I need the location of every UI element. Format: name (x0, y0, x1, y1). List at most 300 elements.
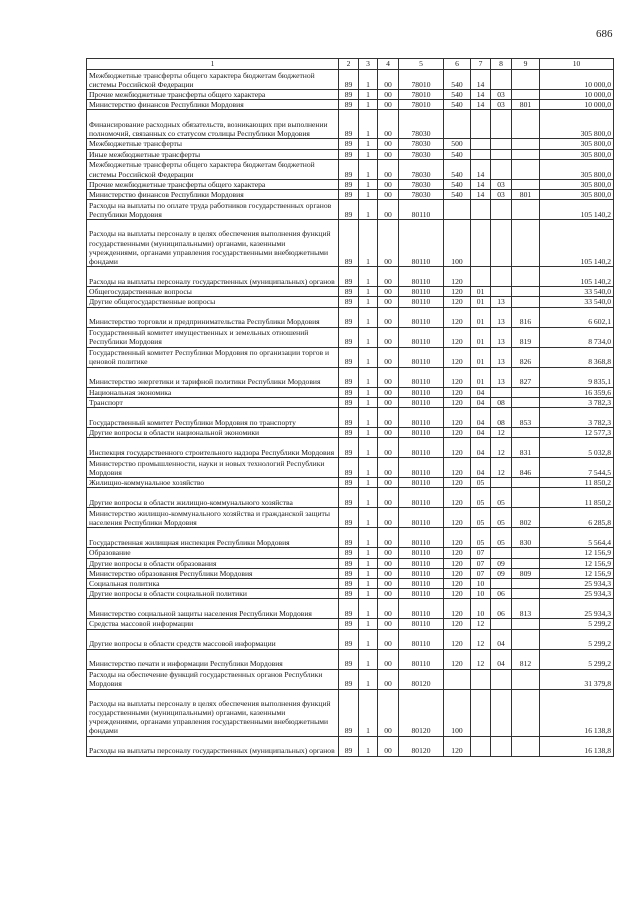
row-target-code: 80110 (399, 458, 444, 478)
row-section (471, 267, 491, 287)
row-code-4: 00 (378, 200, 399, 220)
row-code-3: 1 (359, 90, 378, 100)
row-amount: 105 140,2 (540, 220, 614, 267)
row-code-3: 1 (359, 397, 378, 407)
row-subsection (491, 159, 512, 179)
row-expense-type: 540 (444, 159, 471, 179)
row-ministry-code: 846 (512, 458, 540, 478)
row-code-3: 1 (359, 408, 378, 428)
row-code-3: 1 (359, 736, 378, 756)
row-amount: 5 299,2 (540, 619, 614, 629)
row-target-code: 80110 (399, 428, 444, 438)
row-code-4: 00 (378, 568, 399, 578)
row-code-2: 89 (339, 190, 359, 200)
row-name: Образование (87, 548, 339, 558)
row-target-code: 80110 (399, 619, 444, 629)
row-ministry-code: 819 (512, 327, 540, 347)
row-expense-type: 100 (444, 220, 471, 267)
row-name: Социальная политика (87, 579, 339, 589)
row-amount: 7 544,5 (540, 458, 614, 478)
row-code-3: 1 (359, 528, 378, 548)
row-code-2: 89 (339, 139, 359, 149)
row-code-2: 89 (339, 387, 359, 397)
row-code-4: 00 (378, 149, 399, 159)
row-code-2: 89 (339, 438, 359, 458)
row-ministry-code: 831 (512, 438, 540, 458)
row-subsection (491, 619, 512, 629)
row-name: Финансирование расходных обязательств, возникающих при выполнении полномочий, связанных со статусом столицы Республики Мордовия (87, 110, 339, 139)
table-row (87, 568, 614, 578)
row-amount: 305 800,0 (540, 110, 614, 139)
row-expense-type (444, 669, 471, 689)
row-subsection (491, 267, 512, 287)
table-row (87, 307, 614, 327)
row-subsection (491, 287, 512, 297)
row-name: Министерство печати и информации Республики Мордовия (87, 649, 339, 669)
row-expense-type: 500 (444, 139, 471, 149)
row-subsection (491, 200, 512, 220)
row-code-3: 1 (359, 220, 378, 267)
row-subsection (491, 669, 512, 689)
row-target-code: 78030 (399, 159, 444, 179)
row-name: Другие вопросы в области жилищно-коммунального хозяйства (87, 488, 339, 508)
row-name: Жилищно-коммунальное хозяйство (87, 478, 339, 488)
table-header-row (87, 59, 614, 70)
row-code-3: 1 (359, 649, 378, 669)
row-expense-type: 120 (444, 548, 471, 558)
row-name: Межбюджетные трансферты общего характера бюджетам бюджетной системы Российской Федерации (87, 159, 339, 179)
row-target-code: 80110 (399, 297, 444, 307)
row-name: Транспорт (87, 397, 339, 407)
row-section: 14 (471, 100, 491, 110)
row-section: 14 (471, 190, 491, 200)
row-target-code: 80110 (399, 649, 444, 669)
row-expense-type: 120 (444, 307, 471, 327)
row-amount: 105 140,2 (540, 267, 614, 287)
row-code-2: 89 (339, 558, 359, 568)
row-subsection: 03 (491, 90, 512, 100)
row-code-4: 00 (378, 297, 399, 307)
row-section: 05 (471, 528, 491, 548)
row-subsection: 12 (491, 458, 512, 478)
row-ministry-code (512, 488, 540, 508)
row-section: 04 (471, 428, 491, 438)
row-section: 04 (471, 387, 491, 397)
row-section: 04 (471, 408, 491, 428)
row-code-2: 89 (339, 589, 359, 599)
row-name: Средства массовой информации (87, 619, 339, 629)
row-code-4: 00 (378, 669, 399, 689)
row-name: Другие вопросы в области образования (87, 558, 339, 568)
row-code-4: 00 (378, 589, 399, 599)
row-code-3: 1 (359, 287, 378, 297)
row-target-code: 80110 (399, 408, 444, 428)
row-target-code: 78010 (399, 70, 444, 90)
row-code-4: 00 (378, 438, 399, 458)
row-amount: 305 800,0 (540, 190, 614, 200)
table-row (87, 528, 614, 548)
table-body (87, 70, 614, 757)
row-section (471, 220, 491, 267)
row-amount: 305 800,0 (540, 139, 614, 149)
row-target-code: 80110 (399, 397, 444, 407)
table-row (87, 110, 614, 139)
row-code-2: 89 (339, 629, 359, 649)
row-target-code: 80120 (399, 736, 444, 756)
row-expense-type: 120 (444, 297, 471, 307)
row-name: Расходы на выплаты по оплате труда работников государственных органов Республики Мордовия (87, 200, 339, 220)
row-target-code: 78030 (399, 190, 444, 200)
row-code-2: 89 (339, 347, 359, 367)
table-row (87, 619, 614, 629)
table-row (87, 508, 614, 528)
table-row (87, 438, 614, 458)
row-name: Прочие межбюджетные трансферты общего характера (87, 90, 339, 100)
row-name: Государственный комитет имущественных и земельных отношений Республики Мордовия (87, 327, 339, 347)
row-target-code: 80110 (399, 267, 444, 287)
row-code-3: 1 (359, 488, 378, 508)
row-target-code: 80110 (399, 599, 444, 619)
row-ministry-code (512, 478, 540, 488)
row-subsection (491, 149, 512, 159)
row-subsection (491, 220, 512, 267)
row-code-2: 89 (339, 149, 359, 159)
row-code-4: 00 (378, 397, 399, 407)
col-header-name: 1 (87, 59, 339, 70)
row-code-3: 1 (359, 190, 378, 200)
row-code-4: 00 (378, 327, 399, 347)
table-row (87, 287, 614, 297)
row-code-4: 00 (378, 548, 399, 558)
row-ministry-code (512, 297, 540, 307)
row-code-3: 1 (359, 297, 378, 307)
table-row (87, 347, 614, 367)
row-subsection: 06 (491, 589, 512, 599)
row-name: Межбюджетные трансферты (87, 139, 339, 149)
row-name: Расходы на выплаты персоналу в целях обеспечения выполнения функций государственными (муниципальными) органами, казенными учреждениями, органами управления государственными внебюджетными фондами (87, 689, 339, 736)
row-expense-type: 120 (444, 397, 471, 407)
row-section: 05 (471, 508, 491, 528)
row-ministry-code: 802 (512, 508, 540, 528)
row-expense-type (444, 200, 471, 220)
row-section: 07 (471, 548, 491, 558)
row-amount: 25 934,3 (540, 589, 614, 599)
row-ministry-code (512, 70, 540, 90)
row-subsection: 13 (491, 327, 512, 347)
row-amount: 3 782,3 (540, 397, 614, 407)
row-ministry-code (512, 397, 540, 407)
row-code-3: 1 (359, 508, 378, 528)
row-name: Министерство образования Республики Мордовия (87, 568, 339, 578)
row-target-code: 80110 (399, 568, 444, 578)
row-code-3: 1 (359, 149, 378, 159)
row-amount: 25 934,3 (540, 599, 614, 619)
row-expense-type: 120 (444, 438, 471, 458)
row-section: 05 (471, 478, 491, 488)
row-expense-type: 120 (444, 589, 471, 599)
row-ministry-code (512, 548, 540, 558)
row-ministry-code: 812 (512, 649, 540, 669)
row-code-3: 1 (359, 428, 378, 438)
row-amount: 33 540,0 (540, 287, 614, 297)
row-amount: 12 577,3 (540, 428, 614, 438)
row-code-4: 00 (378, 528, 399, 548)
row-section (471, 736, 491, 756)
row-target-code: 80110 (399, 387, 444, 397)
row-code-3: 1 (359, 267, 378, 287)
row-name: Общегосударственные вопросы (87, 287, 339, 297)
row-section: 12 (471, 629, 491, 649)
row-ministry-code (512, 619, 540, 629)
row-section: 01 (471, 347, 491, 367)
row-code-4: 00 (378, 649, 399, 669)
row-ministry-code (512, 267, 540, 287)
row-target-code: 78030 (399, 179, 444, 189)
row-target-code: 80110 (399, 367, 444, 387)
row-section: 14 (471, 179, 491, 189)
row-amount: 305 800,0 (540, 159, 614, 179)
row-ministry-code (512, 200, 540, 220)
row-section: 01 (471, 327, 491, 347)
row-target-code: 80110 (399, 478, 444, 488)
table-row (87, 629, 614, 649)
row-expense-type: 120 (444, 458, 471, 478)
row-name: Расходы на выплаты персоналу в целях обеспечения выполнения функций государственными (муниципальными) органами, казенными учреждениями, органами управления государственными внебюджетными фондами (87, 220, 339, 267)
row-code-2: 89 (339, 179, 359, 189)
row-section: 14 (471, 70, 491, 90)
table-row (87, 90, 614, 100)
row-code-3: 1 (359, 100, 378, 110)
row-ministry-code (512, 287, 540, 297)
row-amount: 10 000,0 (540, 90, 614, 100)
row-amount: 105 140,2 (540, 200, 614, 220)
table-row (87, 179, 614, 189)
row-amount: 5 564,4 (540, 528, 614, 548)
row-ministry-code (512, 558, 540, 568)
row-section: 01 (471, 287, 491, 297)
row-code-2: 89 (339, 200, 359, 220)
row-amount: 5 299,2 (540, 629, 614, 649)
row-section (471, 200, 491, 220)
row-name: Другие вопросы в области социальной политики (87, 589, 339, 599)
row-amount: 12 156,9 (540, 558, 614, 568)
row-code-3: 1 (359, 568, 378, 578)
row-subsection: 08 (491, 397, 512, 407)
col-header-9: 9 (512, 59, 540, 70)
row-amount: 10 000,0 (540, 70, 614, 90)
row-target-code: 80110 (399, 629, 444, 649)
row-subsection (491, 387, 512, 397)
row-target-code: 80110 (399, 558, 444, 568)
row-code-2: 89 (339, 669, 359, 689)
row-subsection (491, 110, 512, 139)
row-amount: 305 800,0 (540, 179, 614, 189)
row-code-2: 89 (339, 548, 359, 558)
row-expense-type: 120 (444, 579, 471, 589)
page-number: 686 (596, 28, 613, 40)
row-code-4: 00 (378, 190, 399, 200)
row-code-3: 1 (359, 307, 378, 327)
row-subsection (491, 736, 512, 756)
row-name: Прочие межбюджетные трансферты общего характера (87, 179, 339, 189)
row-amount: 12 156,9 (540, 568, 614, 578)
row-subsection: 13 (491, 367, 512, 387)
row-code-4: 00 (378, 508, 399, 528)
row-code-2: 89 (339, 458, 359, 478)
row-code-2: 89 (339, 307, 359, 327)
row-ministry-code (512, 149, 540, 159)
row-amount: 11 850,2 (540, 488, 614, 508)
row-amount: 6 285,8 (540, 508, 614, 528)
table-row (87, 428, 614, 438)
col-header-2: 2 (339, 59, 359, 70)
row-ministry-code (512, 387, 540, 397)
row-subsection: 03 (491, 190, 512, 200)
row-subsection: 13 (491, 297, 512, 307)
row-expense-type: 120 (444, 629, 471, 649)
row-amount: 12 156,9 (540, 548, 614, 558)
table-row (87, 100, 614, 110)
row-code-4: 00 (378, 110, 399, 139)
col-header-sum: 10 (540, 59, 614, 70)
row-code-4: 00 (378, 599, 399, 619)
row-section: 07 (471, 558, 491, 568)
row-code-4: 00 (378, 408, 399, 428)
row-code-3: 1 (359, 558, 378, 568)
row-code-4: 00 (378, 307, 399, 327)
row-name: Министерство финансов Республики Мордовия (87, 190, 339, 200)
row-code-2: 89 (339, 220, 359, 267)
row-name: Государственный комитет Республики Мордовия по организации торгов и ценовой политике (87, 347, 339, 367)
row-ministry-code (512, 428, 540, 438)
row-ministry-code: 816 (512, 307, 540, 327)
row-name: Расходы на обеспечение функций государственных органов Республики Мордовия (87, 669, 339, 689)
row-amount: 31 379,8 (540, 669, 614, 689)
row-code-4: 00 (378, 90, 399, 100)
row-code-2: 89 (339, 649, 359, 669)
row-code-3: 1 (359, 347, 378, 367)
row-code-3: 1 (359, 159, 378, 179)
row-code-4: 00 (378, 478, 399, 488)
row-section: 01 (471, 297, 491, 307)
row-code-4: 00 (378, 579, 399, 589)
row-amount: 8 368,8 (540, 347, 614, 367)
row-target-code: 80110 (399, 287, 444, 297)
row-code-4: 00 (378, 70, 399, 90)
row-subsection (491, 478, 512, 488)
row-amount: 8 734,0 (540, 327, 614, 347)
row-subsection: 13 (491, 307, 512, 327)
row-expense-type: 120 (444, 599, 471, 619)
row-expense-type: 540 (444, 190, 471, 200)
row-amount: 33 540,0 (540, 297, 614, 307)
row-section: 12 (471, 649, 491, 669)
table-row (87, 367, 614, 387)
row-code-3: 1 (359, 70, 378, 90)
row-code-3: 1 (359, 599, 378, 619)
table-row (87, 649, 614, 669)
row-name: Министерство энергетики и тарифной политики Республики Мордовия (87, 367, 339, 387)
row-amount: 16 359,6 (540, 387, 614, 397)
row-ministry-code: 853 (512, 408, 540, 428)
row-code-2: 89 (339, 367, 359, 387)
row-subsection: 06 (491, 599, 512, 619)
row-name: Другие вопросы в области национальной экономики (87, 428, 339, 438)
table-row (87, 139, 614, 149)
row-target-code: 80110 (399, 347, 444, 367)
row-code-2: 89 (339, 397, 359, 407)
row-code-2: 89 (339, 579, 359, 589)
table-row (87, 190, 614, 200)
row-amount: 11 850,2 (540, 478, 614, 488)
row-name: Другие общегосударственные вопросы (87, 297, 339, 307)
row-section: 10 (471, 599, 491, 619)
row-section: 14 (471, 90, 491, 100)
table-row (87, 669, 614, 689)
row-expense-type: 120 (444, 387, 471, 397)
row-subsection: 09 (491, 568, 512, 578)
row-target-code: 80110 (399, 508, 444, 528)
row-code-3: 1 (359, 619, 378, 629)
row-code-2: 89 (339, 70, 359, 90)
row-subsection: 03 (491, 179, 512, 189)
row-code-4: 00 (378, 458, 399, 478)
row-code-2: 89 (339, 90, 359, 100)
row-code-2: 89 (339, 488, 359, 508)
row-target-code: 78010 (399, 100, 444, 110)
row-subsection: 05 (491, 488, 512, 508)
row-amount: 5 032,8 (540, 438, 614, 458)
col-header-8: 8 (491, 59, 512, 70)
row-code-4: 00 (378, 689, 399, 736)
row-target-code: 80110 (399, 548, 444, 558)
row-code-3: 1 (359, 589, 378, 599)
row-code-2: 89 (339, 428, 359, 438)
row-code-3: 1 (359, 629, 378, 649)
table-row (87, 558, 614, 568)
row-code-2: 89 (339, 159, 359, 179)
col-header-4: 4 (378, 59, 399, 70)
row-expense-type: 120 (444, 287, 471, 297)
row-subsection (491, 70, 512, 90)
row-section: 04 (471, 397, 491, 407)
table-row (87, 200, 614, 220)
row-code-2: 89 (339, 287, 359, 297)
row-ministry-code (512, 589, 540, 599)
table-row (87, 70, 614, 90)
row-code-4: 00 (378, 619, 399, 629)
row-expense-type: 120 (444, 408, 471, 428)
row-code-3: 1 (359, 548, 378, 558)
row-ministry-code: 826 (512, 347, 540, 367)
row-subsection (491, 579, 512, 589)
row-amount: 6 602,1 (540, 307, 614, 327)
row-name: Государственная жилищная инспекция Республики Мордовия (87, 528, 339, 548)
row-target-code: 80110 (399, 220, 444, 267)
table-row (87, 408, 614, 428)
table-row (87, 736, 614, 756)
row-section: 01 (471, 307, 491, 327)
table-row (87, 267, 614, 287)
row-name: Расходы на выплаты персоналу государственных (муниципальных) органов (87, 267, 339, 287)
row-expense-type: 120 (444, 488, 471, 508)
row-expense-type: 120 (444, 367, 471, 387)
row-section (471, 689, 491, 736)
row-subsection (491, 689, 512, 736)
row-amount: 9 835,1 (540, 367, 614, 387)
row-target-code: 80110 (399, 438, 444, 458)
row-code-4: 00 (378, 159, 399, 179)
